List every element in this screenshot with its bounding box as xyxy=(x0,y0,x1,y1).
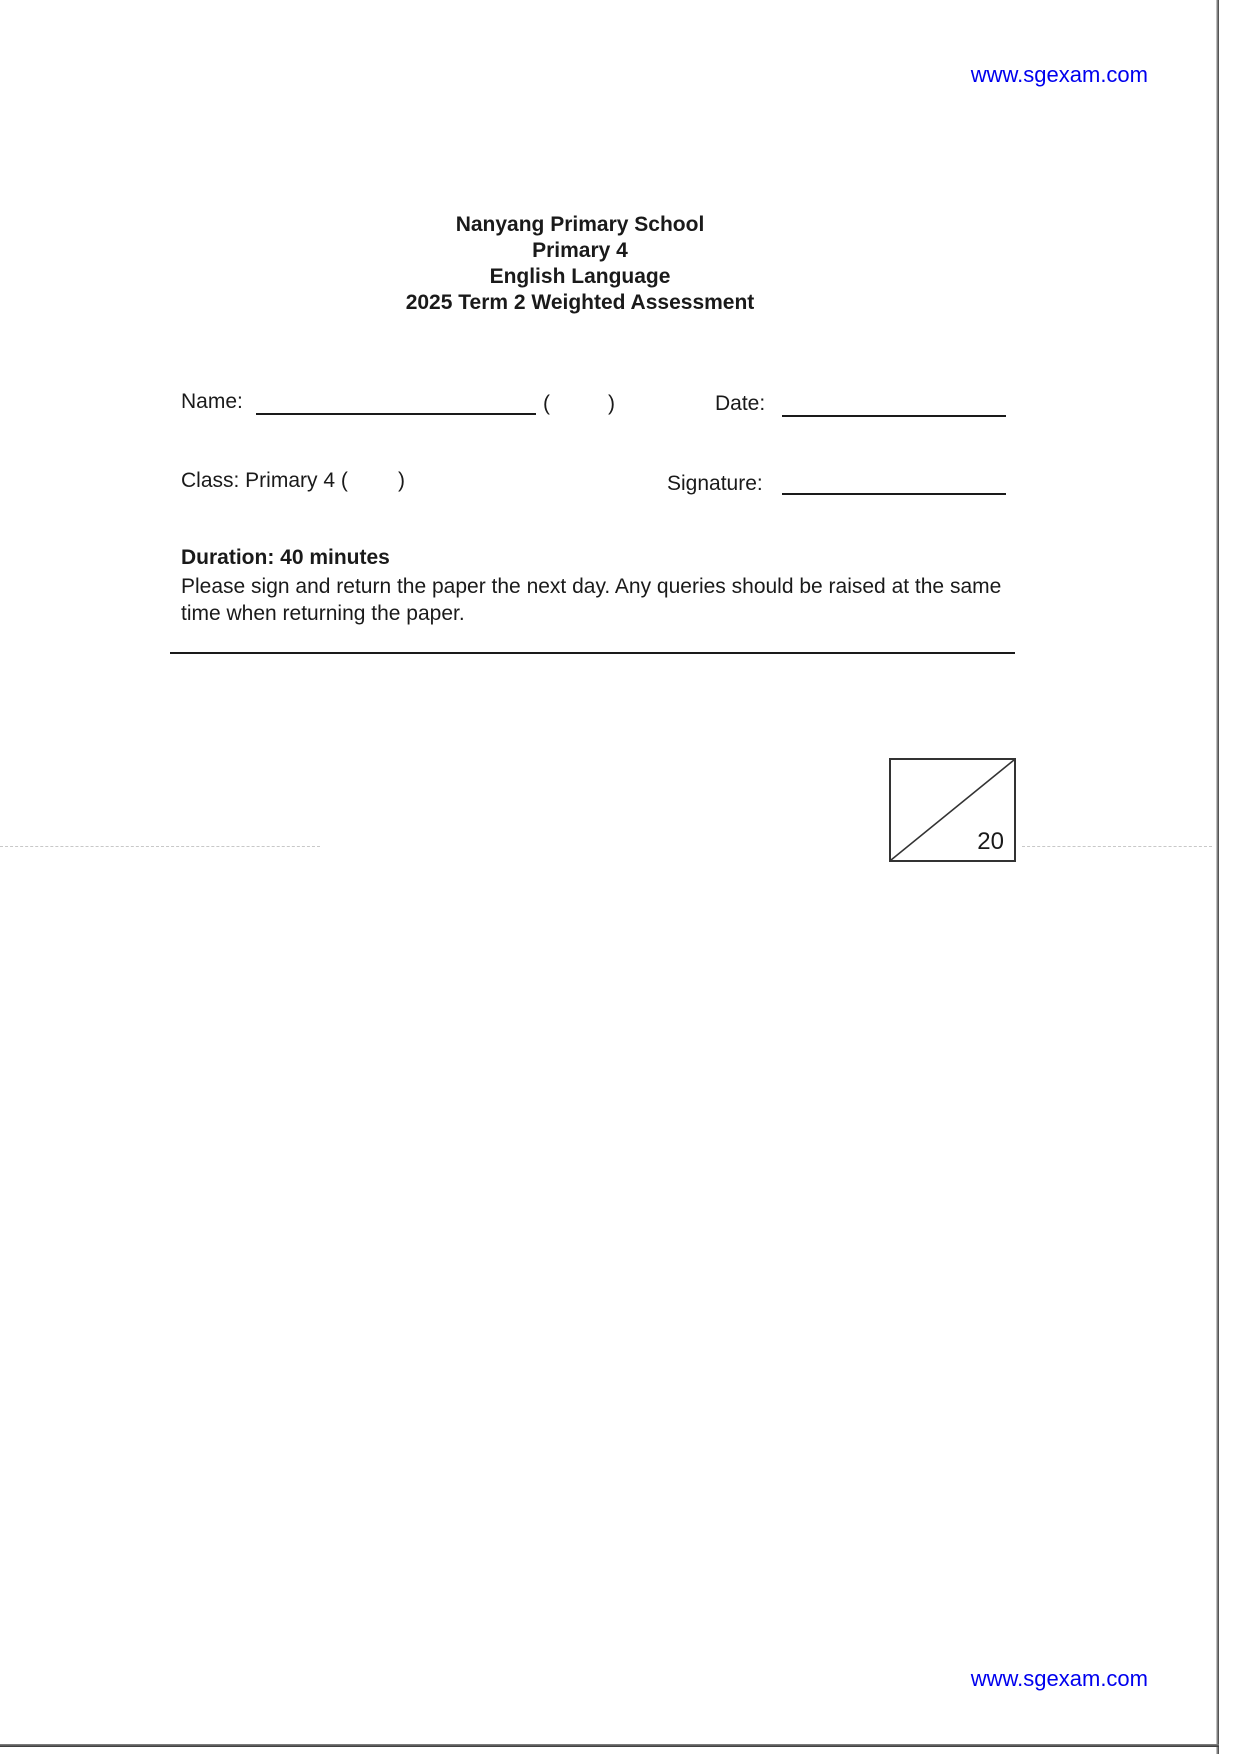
date-label: Date: xyxy=(715,392,766,415)
instructions-text: Please sign and return the paper the next day. Any queries should be raised at the same time when returning the paper. xyxy=(181,575,1002,625)
score-total: 20 xyxy=(977,828,1004,855)
duration-heading: Duration: 40 minutes xyxy=(181,546,390,569)
score-box xyxy=(889,758,1016,862)
scan-artifact-line xyxy=(1022,846,1212,847)
name-line[interactable] xyxy=(256,413,536,415)
signature-label: Signature: xyxy=(667,472,763,495)
scan-edge-right xyxy=(1216,0,1219,1754)
school-name: Nanyang Primary School xyxy=(455,213,705,236)
subject: English Language xyxy=(489,265,671,288)
section-divider xyxy=(170,652,1015,654)
register-number-close-paren: ) xyxy=(608,392,615,415)
class-close-paren: ) xyxy=(398,469,405,492)
date-line[interactable] xyxy=(782,415,1006,417)
register-number-open-paren: ( xyxy=(543,392,550,415)
assessment-title: 2025 Term 2 Weighted Assessment xyxy=(405,291,755,314)
watermark-bottom-link[interactable]: www.sgexam.com xyxy=(970,1666,1148,1691)
scan-artifact-line xyxy=(0,846,320,847)
document-header xyxy=(380,212,780,316)
level: Primary 4 xyxy=(532,239,628,262)
class-label: Class: Primary 4 ( xyxy=(181,469,348,492)
watermark-top-link[interactable]: www.sgexam.com xyxy=(970,62,1148,87)
scan-edge-bottom xyxy=(0,1744,1219,1747)
name-label: Name: xyxy=(181,390,243,413)
signature-line[interactable] xyxy=(782,493,1006,495)
